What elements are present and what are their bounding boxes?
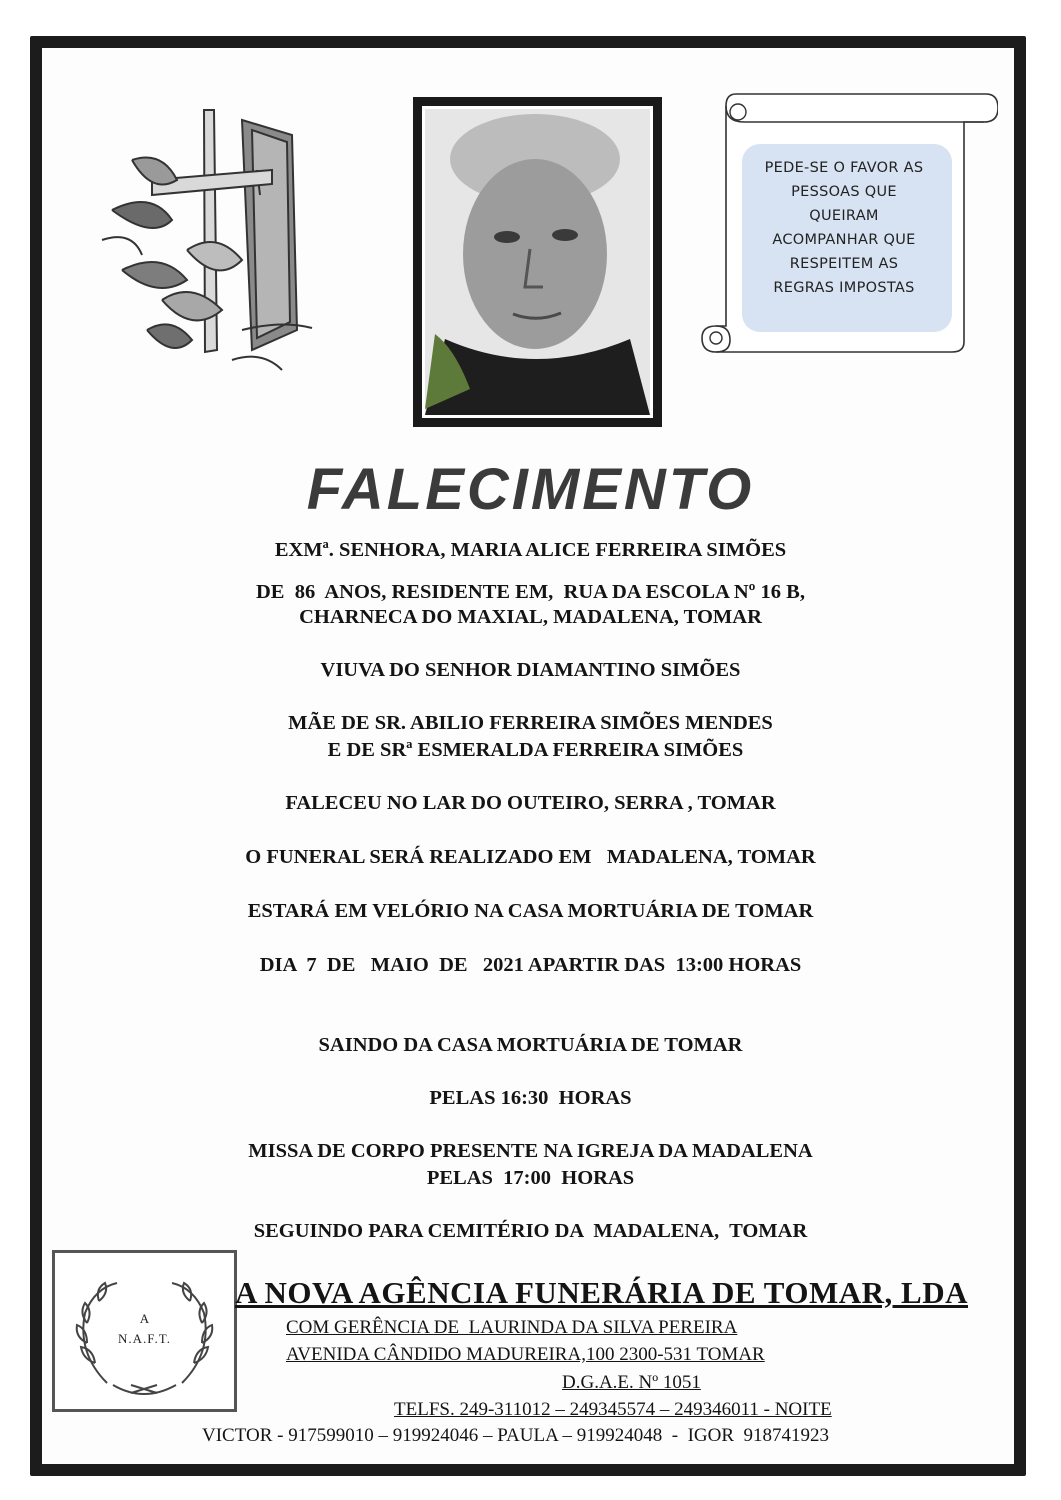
mass-time: PELAS 17:00 HORAS bbox=[426, 1167, 635, 1189]
agency-management: COM GERÊNCIA DE LAURINDA DA SILVA PEREIRA bbox=[286, 1317, 738, 1338]
agency-address: AVENIDA CÂNDIDO MADUREIRA,100 2300-531 TOMAR bbox=[286, 1344, 765, 1365]
portrait-image bbox=[425, 109, 650, 415]
agency-contacts: VICTOR - 917599010 – 919924046 – PAULA – 919924048 - IGOR 918741923 bbox=[202, 1425, 830, 1446]
children-line-2: E DE SRª ESMERALDA FERREIRA SIMÕES bbox=[327, 739, 744, 761]
departure-time: PELAS 16:30 HORAS bbox=[429, 1087, 632, 1109]
cemetery-line: SEGUINDO PARA CEMITÉRIO DA MADALENA, TOMAR bbox=[253, 1220, 808, 1242]
children-line-1: MÃE DE SR. ABILIO FERREIRA SIMÕES MENDES bbox=[288, 712, 773, 734]
wake-location: ESTARÁ EM VELÓRIO NA CASA MORTUÁRIA DE TOMAR bbox=[247, 900, 814, 922]
agency-name: A NOVA AGÊNCIA FUNERÁRIA DE TOMAR, LDA bbox=[235, 1275, 968, 1310]
scroll-banner bbox=[686, 86, 998, 356]
logo-letter: A bbox=[139, 1311, 150, 1326]
cross-lilies-bible-icon bbox=[92, 100, 317, 382]
agency-phones: TELFS. 249-311012 – 249345574 – 249346011 - NOITE bbox=[394, 1399, 832, 1420]
departure-place: SAINDO DA CASA MORTUÁRIA DE TOMAR bbox=[318, 1034, 743, 1056]
portrait-photo bbox=[413, 97, 662, 427]
page-title: FALECIMENTO bbox=[306, 457, 755, 522]
deceased-name: EXMª. SENHORA, MARIA ALICE FERREIRA SIMÕES bbox=[274, 539, 787, 561]
agency-dgae: D.G.A.E. Nº 1051 bbox=[562, 1372, 701, 1393]
place-of-death: FALECEU NO LAR DO OUTEIRO, SERRA , TOMAR bbox=[285, 792, 776, 814]
funeral-location: O FUNERAL SERÁ REALIZADO EM MADALENA, TOMAR bbox=[245, 846, 816, 868]
logo-initials: N.A.F.T. bbox=[118, 1331, 171, 1346]
wake-date: DIA 7 DE MAIO DE 2021 APARTIR DAS 13:00 HORAS bbox=[259, 954, 802, 976]
mass-line: MISSA DE CORPO PRESENTE NA IGREJA DA MADALENA bbox=[248, 1140, 813, 1162]
residence-line-2: CHARNECA DO MAXIAL, MADALENA, TOMAR bbox=[299, 606, 762, 628]
residence-line-1: DE 86 ANOS, RESIDENTE EM, RUA DA ESCOLA Nº 16 B, bbox=[256, 581, 805, 603]
scroll-banner-text: PEDE-SE O FAVOR AS PESSOAS QUE QUEIRAM ACOMPANHAR QUE RESPEITEM AS REGRAS IMPOSTAS bbox=[764, 160, 924, 296]
widow-line: VIUVA DO SENHOR DIAMANTINO SIMÕES bbox=[320, 659, 741, 681]
